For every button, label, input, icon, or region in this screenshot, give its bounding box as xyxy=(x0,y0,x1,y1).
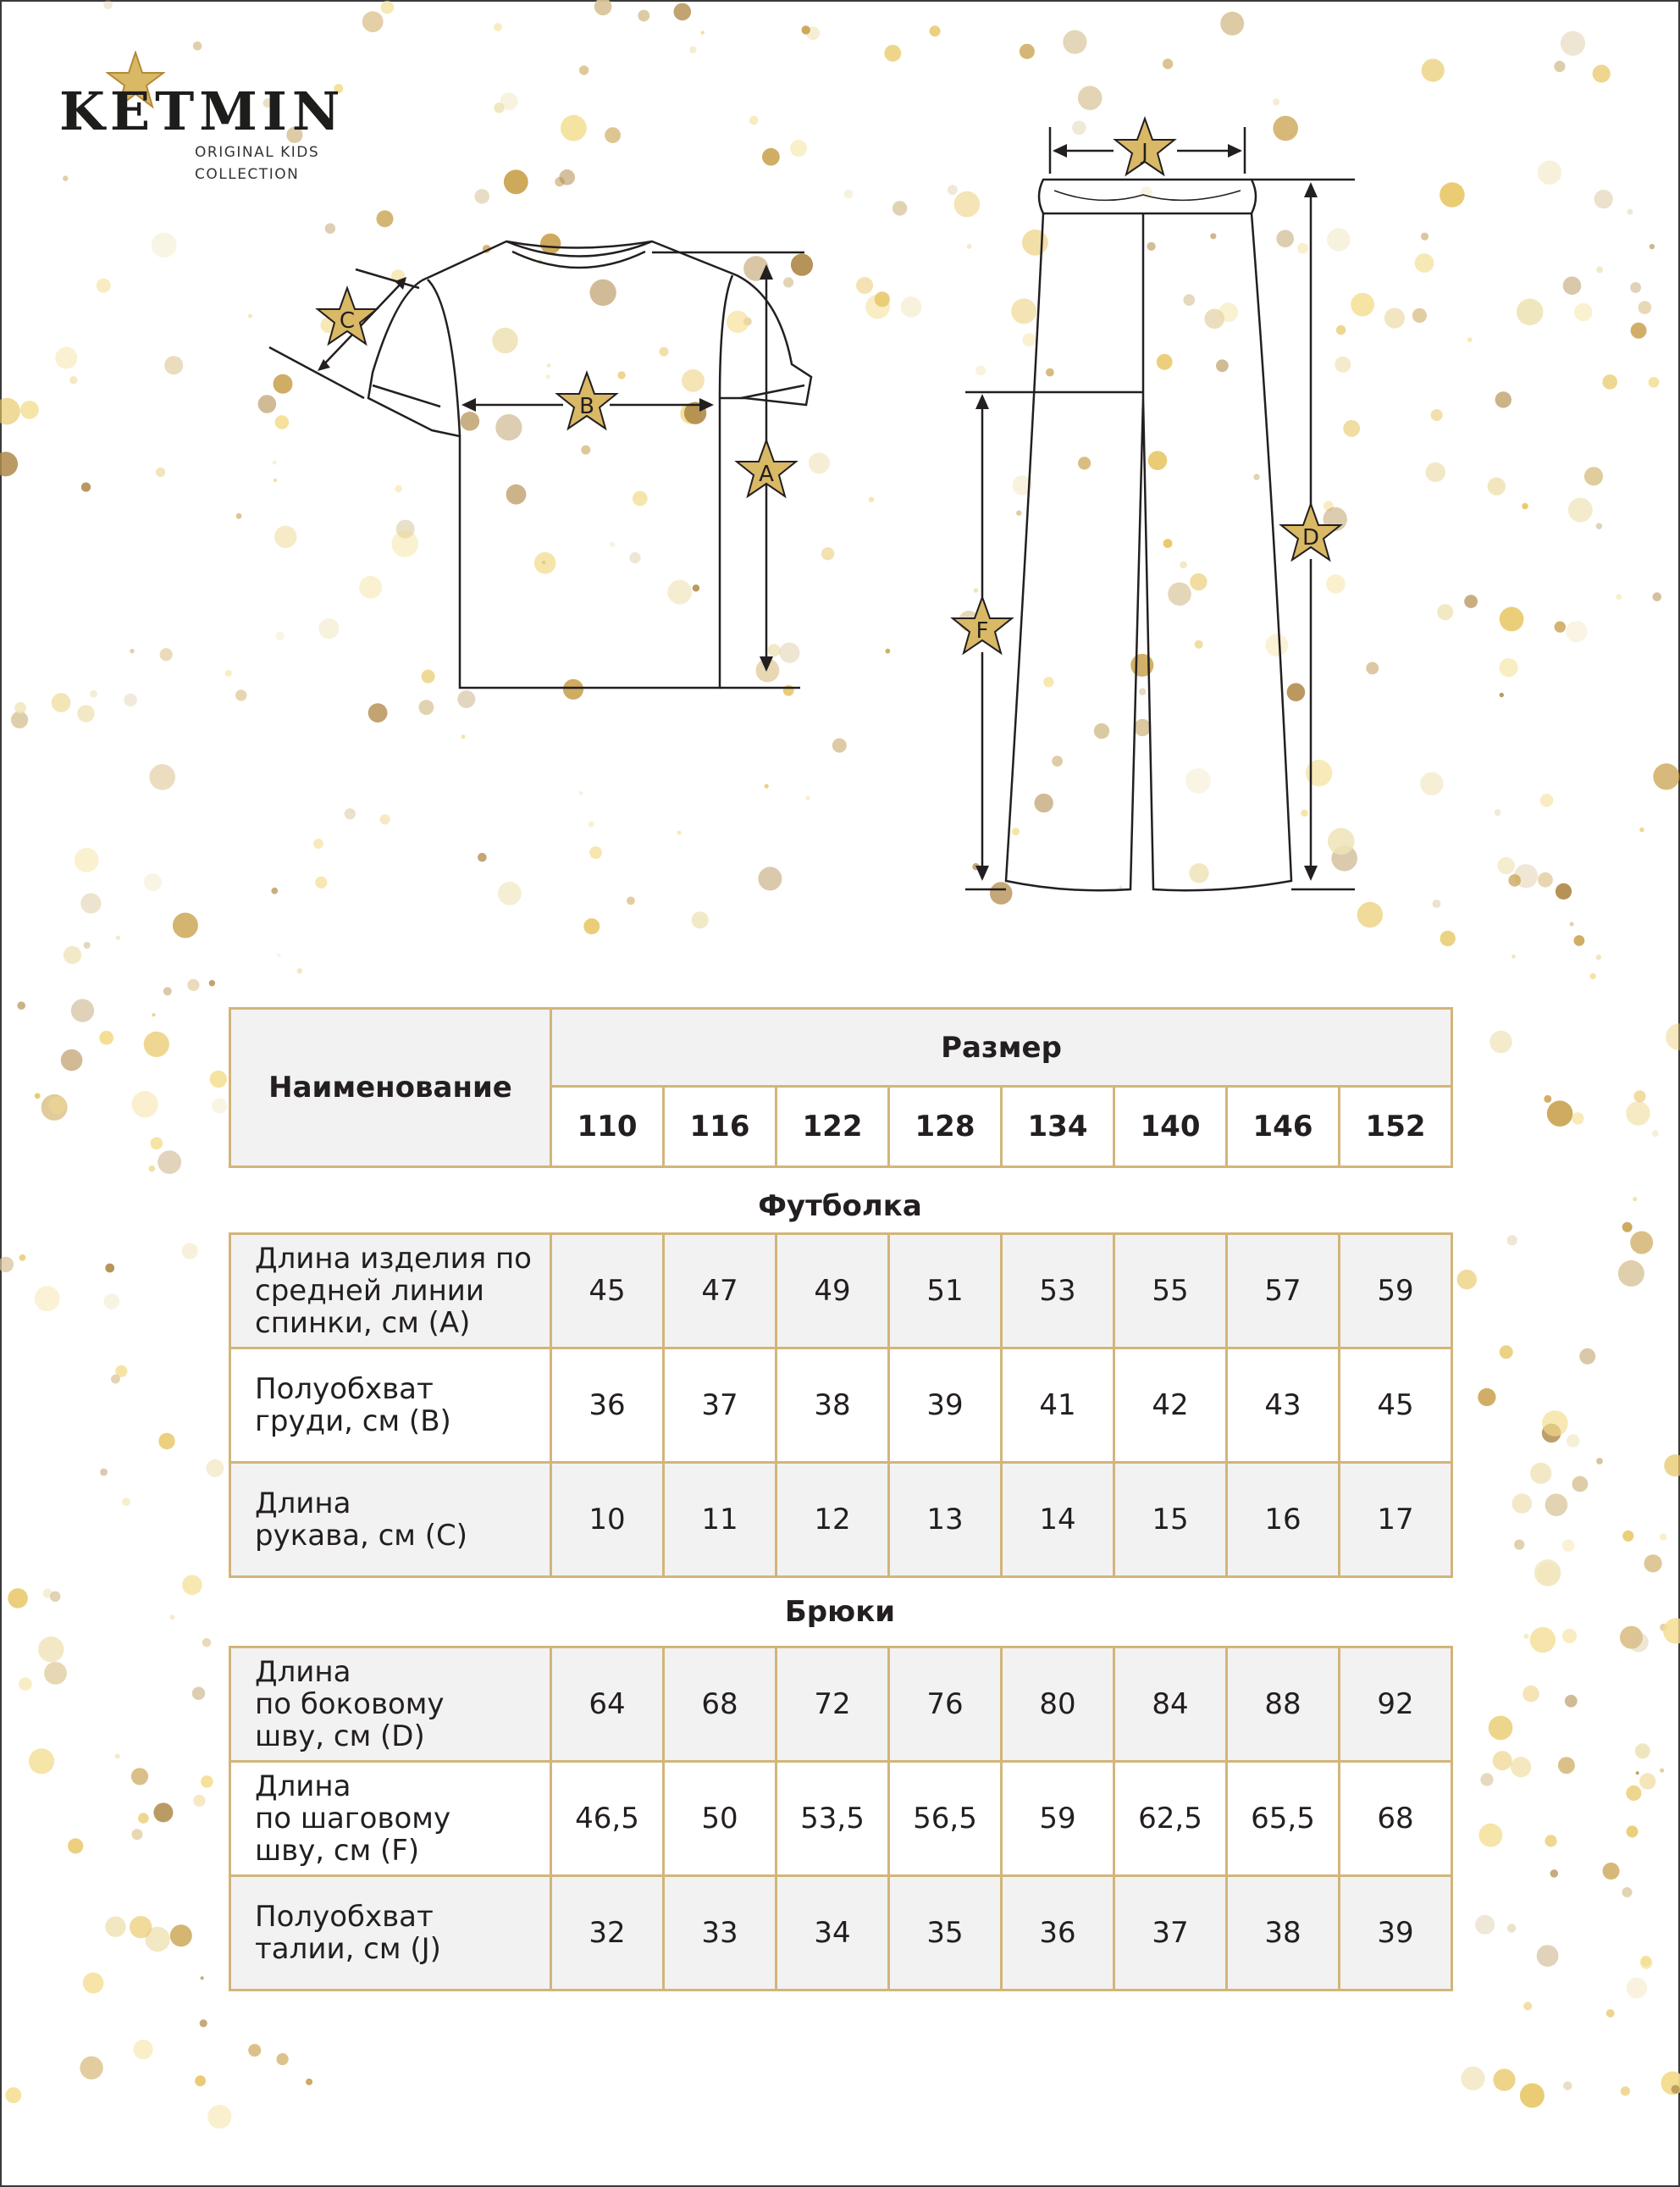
table-row xyxy=(230,1463,1452,1577)
confetti-dot xyxy=(158,1150,181,1174)
confetti-dot xyxy=(1627,1978,1648,1999)
value-cell: 55 xyxy=(1114,1234,1227,1348)
value-cell: 45 xyxy=(551,1234,664,1348)
value-cell: 59 xyxy=(1002,1762,1114,1876)
confetti-dot xyxy=(1596,955,1601,960)
confetti-dot xyxy=(1590,973,1596,979)
value-cell: 50 xyxy=(664,1762,776,1876)
confetti-dot xyxy=(1579,1348,1595,1365)
confetti-dot xyxy=(132,1091,158,1117)
size-cell: 116 xyxy=(664,1087,776,1167)
value-cell: 45 xyxy=(1340,1348,1452,1463)
confetti-dot xyxy=(1572,1112,1583,1124)
value-cell: 14 xyxy=(1002,1463,1114,1577)
confetti-dot xyxy=(5,2087,21,2103)
confetti-dot xyxy=(248,2044,261,2057)
confetti-dot xyxy=(153,1802,173,1822)
value-cell: 15 xyxy=(1114,1463,1227,1577)
row-label: Длина рукава, см (С) xyxy=(230,1463,551,1577)
confetti-dot xyxy=(212,1099,227,1114)
value-cell: 49 xyxy=(776,1234,889,1348)
size-cell: 146 xyxy=(1227,1087,1340,1167)
value-cell: 59 xyxy=(1340,1234,1452,1348)
value-cell: 62,5 xyxy=(1114,1762,1227,1876)
brand-name: KETMIN xyxy=(59,80,345,142)
pants-outline xyxy=(1006,213,1291,890)
confetti-dot xyxy=(122,1498,130,1506)
table-row xyxy=(230,1876,1452,1990)
value-cell: 36 xyxy=(551,1348,664,1463)
value-cell: 65,5 xyxy=(1227,1762,1340,1876)
value-cell: 36 xyxy=(1002,1876,1114,1990)
value-cell: 68 xyxy=(1340,1762,1452,1876)
confetti-dot xyxy=(116,936,120,940)
table-row xyxy=(230,1234,1452,1348)
svg-text:F: F xyxy=(975,618,989,644)
confetti-dot xyxy=(0,1257,14,1272)
confetti-dot xyxy=(1660,1533,1667,1541)
confetti-dot xyxy=(83,1973,104,1994)
confetti-dot xyxy=(1511,955,1516,959)
table-row xyxy=(230,1647,1452,1762)
confetti-dot xyxy=(201,1775,213,1788)
confetti-dot xyxy=(105,1264,114,1273)
svg-text:A: A xyxy=(759,462,774,487)
confetti-dot xyxy=(1493,2068,1515,2090)
confetti-dot xyxy=(35,1286,60,1311)
section-title-pants: Брюки xyxy=(784,1595,896,1629)
confetti-dot xyxy=(1544,1095,1551,1103)
confetti-dot xyxy=(207,2105,231,2129)
confetti-dot xyxy=(182,1243,198,1260)
confetti-dot xyxy=(1644,1554,1662,1572)
confetti-dot xyxy=(1618,1260,1644,1287)
confetti-dot xyxy=(1663,1618,1680,1643)
value-cell: 39 xyxy=(1340,1876,1452,1990)
confetti-dot xyxy=(1511,1757,1531,1777)
confetti-dot xyxy=(1574,935,1585,946)
confetti-dot xyxy=(1606,2009,1615,2018)
size-cell: 128 xyxy=(889,1087,1002,1167)
size-cell: 122 xyxy=(776,1087,889,1167)
confetti-dot xyxy=(35,1094,41,1099)
confetti-dot xyxy=(148,1165,155,1172)
value-cell: 12 xyxy=(776,1463,889,1577)
value-cell: 72 xyxy=(776,1647,889,1762)
value-cell: 56,5 xyxy=(889,1762,1002,1876)
confetti-dot xyxy=(44,1662,67,1685)
confetti-dot xyxy=(1562,1629,1577,1643)
pants-diagram xyxy=(0,0,1680,932)
value-cell: 64 xyxy=(551,1647,664,1762)
value-cell: 80 xyxy=(1002,1647,1114,1762)
svg-text:J: J xyxy=(1141,140,1148,165)
confetti-dot xyxy=(1547,1100,1573,1127)
confetti-dot xyxy=(104,1293,120,1309)
confetti-dot xyxy=(1542,1410,1568,1437)
table-row xyxy=(230,1762,1452,1876)
confetti-dot xyxy=(105,1917,125,1937)
confetti-dot xyxy=(1633,1197,1637,1201)
confetti-dot xyxy=(1558,1757,1575,1774)
value-cell: 41 xyxy=(1002,1348,1114,1463)
svg-text:C: C xyxy=(339,308,356,334)
confetti-dot xyxy=(1621,2086,1630,2096)
label-f-star xyxy=(953,597,1012,653)
confetti-dot xyxy=(138,1813,149,1824)
confetti-dot xyxy=(193,1795,205,1807)
value-cell: 76 xyxy=(889,1647,1002,1762)
value-cell: 11 xyxy=(664,1463,776,1577)
value-cell: 53 xyxy=(1002,1234,1114,1348)
confetti-dot xyxy=(1660,1769,1664,1773)
confetti-dot xyxy=(1545,1493,1568,1516)
confetti-dot xyxy=(19,1677,32,1691)
confetti-dot xyxy=(1666,1023,1680,1050)
row-label: Длина по боковому шву, см (D) xyxy=(230,1647,551,1762)
confetti-dot xyxy=(19,1254,26,1261)
confetti-dot xyxy=(61,1049,83,1071)
value-cell: 34 xyxy=(776,1876,889,1990)
confetti-dot xyxy=(99,1031,113,1045)
confetti-dot xyxy=(100,1469,108,1476)
confetti-dot xyxy=(1603,1863,1620,1880)
confetti-dot xyxy=(130,1916,152,1938)
confetti-dot xyxy=(1537,1945,1559,1967)
size-header: Размер xyxy=(551,1009,1452,1087)
confetti-dot xyxy=(17,1001,25,1010)
row-label: Длина изделия по средней линии спинки, см (А) xyxy=(230,1234,551,1348)
confetti-dot xyxy=(131,1829,142,1840)
confetti-dot xyxy=(1523,1634,1528,1639)
svg-text:B: B xyxy=(579,394,594,419)
confetti-dot xyxy=(200,2019,207,2027)
confetti-dot xyxy=(163,987,172,995)
confetti-dot xyxy=(209,980,215,986)
value-cell: 92 xyxy=(1340,1647,1452,1762)
confetti-dot xyxy=(192,1687,205,1700)
confetti-dot xyxy=(1626,1786,1641,1801)
value-cell: 13 xyxy=(889,1463,1002,1577)
confetti-dot xyxy=(1480,1773,1493,1786)
value-cell: 43 xyxy=(1227,1348,1340,1463)
confetti-dot xyxy=(1636,1771,1639,1775)
row-label: Полуобхват талии, см (J) xyxy=(230,1876,551,1990)
confetti-dot xyxy=(306,2079,312,2085)
confetti-dot xyxy=(1640,1957,1652,1969)
value-cell: 51 xyxy=(889,1234,1002,1348)
confetti-dot xyxy=(1493,1751,1512,1770)
value-cell: 42 xyxy=(1114,1348,1227,1463)
confetti-dot xyxy=(1550,1869,1559,1878)
confetti-dot xyxy=(1563,2081,1572,2090)
confetti-dot xyxy=(1596,1458,1603,1464)
value-cell: 32 xyxy=(551,1876,664,1990)
confetti-dot xyxy=(1457,1270,1477,1289)
confetti-dot xyxy=(1672,2085,1680,2094)
value-cell: 16 xyxy=(1227,1463,1340,1577)
confetti-dot xyxy=(1530,1463,1551,1484)
confetti-dot xyxy=(1512,1493,1533,1514)
confetti-dot xyxy=(158,1433,174,1449)
confetti-dot xyxy=(1567,1434,1579,1447)
confetti-dot xyxy=(1514,1540,1524,1550)
confetti-dot xyxy=(131,1768,148,1785)
confetti-dot xyxy=(1534,1559,1561,1586)
confetti-dot xyxy=(50,1592,61,1603)
value-cell: 88 xyxy=(1227,1647,1340,1762)
confetti-dot xyxy=(1627,1825,1639,1837)
confetti-dot xyxy=(1639,1773,1655,1789)
confetti-dot xyxy=(195,2075,206,2086)
size-header-table xyxy=(229,1007,1453,1168)
confetti-dot xyxy=(1565,1695,1578,1708)
confetti-dot xyxy=(1622,1887,1633,1897)
confetti-dot xyxy=(187,979,199,991)
confetti-dot xyxy=(1630,1232,1653,1254)
value-cell: 68 xyxy=(664,1647,776,1762)
confetti-dot xyxy=(297,968,303,974)
confetti-dot xyxy=(80,2057,102,2079)
value-cell: 37 xyxy=(664,1348,776,1463)
value-cell: 57 xyxy=(1227,1234,1340,1348)
confetti-dot xyxy=(38,1636,64,1662)
label-j-star xyxy=(1115,119,1174,174)
confetti-dot xyxy=(151,1138,163,1150)
confetti-dot xyxy=(1440,931,1456,946)
confetti-dot xyxy=(277,953,281,957)
value-cell: 38 xyxy=(1227,1876,1340,1990)
confetti-dot xyxy=(1629,1632,1649,1652)
confetti-dot xyxy=(1507,1924,1516,1932)
brand-tagline-1: ORIGINAL KIDS xyxy=(195,144,320,161)
confetti-dot xyxy=(1622,1531,1633,1542)
confetti-dot xyxy=(1489,1716,1513,1741)
confetti-dot xyxy=(48,1097,66,1115)
confetti-dot xyxy=(111,1375,120,1384)
confetti-dot xyxy=(115,1753,120,1758)
confetti-dot xyxy=(152,1013,155,1016)
value-cell: 33 xyxy=(664,1876,776,1990)
value-cell: 17 xyxy=(1340,1463,1452,1577)
confetti-dot xyxy=(206,1459,224,1477)
value-cell: 53,5 xyxy=(776,1762,889,1876)
row-label: Полуобхват груди, см (В) xyxy=(230,1348,551,1463)
size-cell: 152 xyxy=(1340,1087,1452,1167)
pants-table xyxy=(229,1646,1453,1991)
confetti-dot xyxy=(71,999,94,1022)
confetti-dot xyxy=(1635,1743,1650,1758)
confetti-dot xyxy=(1562,1539,1575,1552)
confetti-dot xyxy=(201,1976,204,1979)
value-cell: 10 xyxy=(551,1463,664,1577)
size-cell: 140 xyxy=(1114,1087,1227,1167)
confetti-dot xyxy=(182,1575,202,1595)
confetti-dot xyxy=(64,946,81,964)
row-label: Длина по шаговому шву, см (F) xyxy=(230,1762,551,1876)
svg-text:D: D xyxy=(1301,525,1320,551)
value-cell: 84 xyxy=(1114,1647,1227,1762)
confetti-dot xyxy=(202,1638,212,1647)
confetti-dot xyxy=(1478,1388,1495,1406)
confetti-dot xyxy=(170,1614,175,1619)
confetti-dot xyxy=(1530,1627,1556,1653)
confetti-dot xyxy=(1652,1130,1659,1137)
confetti-dot xyxy=(1507,1235,1517,1245)
confetti-dot xyxy=(1523,2002,1532,2010)
confetti-dot xyxy=(8,1588,28,1608)
confetti-dot xyxy=(1664,1454,1680,1476)
confetti-dot xyxy=(1622,1222,1633,1232)
confetti-dot xyxy=(1475,1915,1495,1935)
value-cell: 39 xyxy=(889,1348,1002,1463)
name-header: Наименование xyxy=(230,1009,551,1167)
confetti-dot xyxy=(1500,1345,1513,1359)
confetti-dot xyxy=(84,942,91,949)
confetti-dot xyxy=(68,1838,83,1853)
confetti-dot xyxy=(29,1748,54,1774)
brand-tagline-2: COLLECTION xyxy=(195,166,300,183)
value-cell: 35 xyxy=(889,1876,1002,1990)
size-cell: 134 xyxy=(1002,1087,1114,1167)
tshirt-table xyxy=(229,1232,1453,1578)
confetti-dot xyxy=(1626,1101,1650,1126)
size-cell: 110 xyxy=(551,1087,664,1167)
confetti-dot xyxy=(144,1032,169,1057)
confetti-dot xyxy=(1489,1031,1512,1054)
value-cell: 46,5 xyxy=(551,1762,664,1876)
confetti-dot xyxy=(170,1924,192,1946)
confetti-dot xyxy=(1545,1835,1556,1846)
confetti-dot xyxy=(1461,2067,1484,2090)
confetti-dot xyxy=(210,1071,227,1088)
section-title-tshirt: Футболка xyxy=(758,1189,922,1223)
confetti-dot xyxy=(1520,2084,1545,2108)
label-d-star xyxy=(1281,504,1340,560)
confetti-dot xyxy=(1522,1686,1539,1703)
table-row xyxy=(230,1348,1452,1463)
confetti-dot xyxy=(277,2053,289,2065)
confetti-dot xyxy=(1633,1090,1645,1102)
value-cell: 37 xyxy=(1114,1876,1227,1990)
confetti-dot xyxy=(134,2040,153,2059)
confetti-dot xyxy=(1572,1476,1589,1492)
value-cell: 47 xyxy=(664,1234,776,1348)
confetti-dot xyxy=(1479,1824,1503,1847)
value-cell: 38 xyxy=(776,1348,889,1463)
